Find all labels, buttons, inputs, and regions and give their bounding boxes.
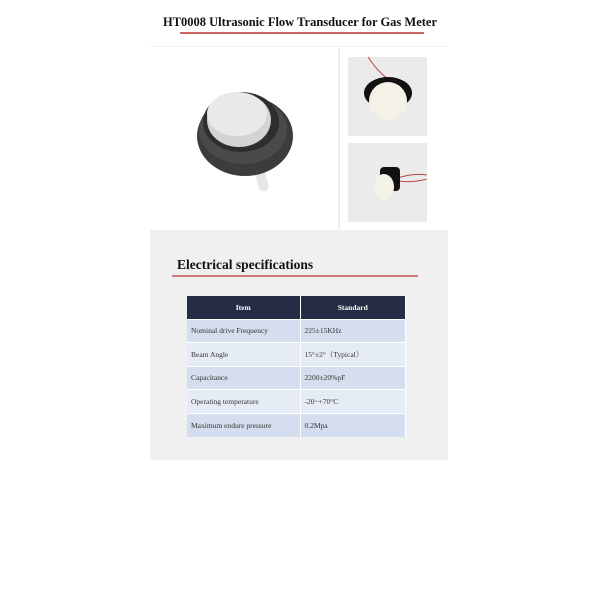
spec-item: Maximum endure pressure xyxy=(187,413,300,437)
spec-item: Beam Angle xyxy=(187,343,300,367)
spec-value: -20~+70°C xyxy=(300,390,406,414)
spec-item: Operating temperature xyxy=(187,390,300,414)
gallery-divider xyxy=(338,48,340,230)
thumbnail-2[interactable] xyxy=(348,143,427,222)
title-underline xyxy=(180,32,424,34)
table-row xyxy=(187,366,406,390)
spec-item: Nominal drive Frequency xyxy=(187,319,300,343)
table-row xyxy=(187,413,406,437)
table-row xyxy=(187,319,406,343)
column-header-item: Item xyxy=(187,296,300,319)
spec-value: 0.2Mpa xyxy=(300,413,406,437)
spec-value: 2200±20%pF xyxy=(300,366,406,390)
table-row xyxy=(187,343,406,367)
specs-underline xyxy=(172,275,418,277)
specs-table xyxy=(187,296,406,437)
specs-heading: Electrical specifications xyxy=(177,257,314,272)
thumbnail-1[interactable] xyxy=(348,57,427,136)
main-product-image[interactable] xyxy=(185,78,305,198)
page-title: HT0008 Ultrasonic Flow Transducer for Gas Meter xyxy=(162,15,438,29)
table-row xyxy=(187,390,406,414)
spec-item: Capacitance xyxy=(187,366,300,390)
spec-value: 15°±2°（Typical） xyxy=(300,343,406,367)
column-header-standard: Standard xyxy=(300,296,406,319)
spec-value: 225±15KHz xyxy=(300,319,406,343)
